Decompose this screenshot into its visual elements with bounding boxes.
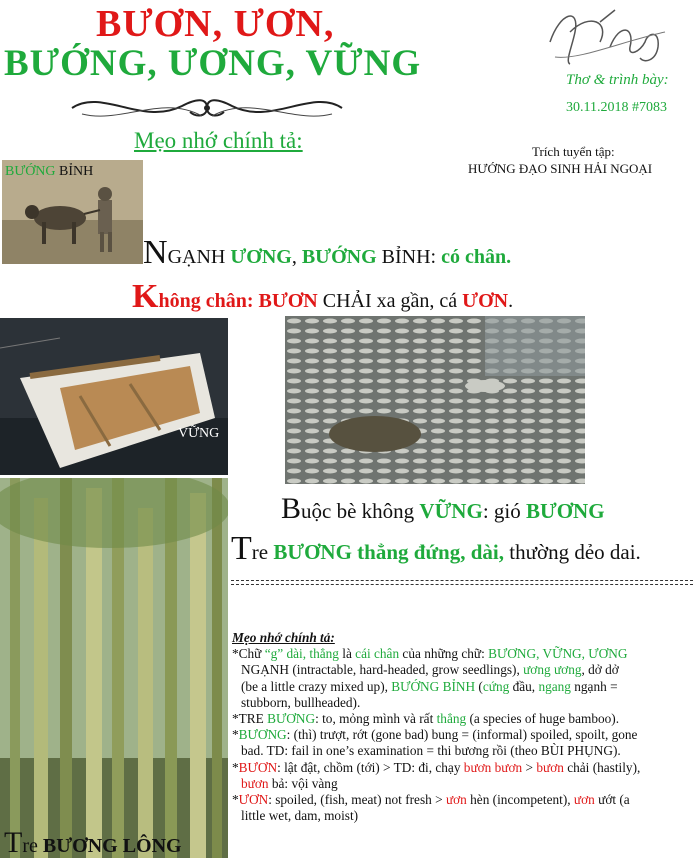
buong-binh-caption: BƯỚNG BỈNH xyxy=(5,164,94,179)
divider xyxy=(231,580,693,581)
divider-2 xyxy=(231,584,693,585)
dead-fish-photo xyxy=(285,316,585,484)
boat-caption: VỮNG xyxy=(178,426,220,441)
author-role: Thơ & trình bày: xyxy=(566,72,669,88)
note-3: *BƯƠNG: (thì) trượt, rớt (gone bad) bung = (informal) spoiled, spoilt, gone xyxy=(232,727,638,743)
note-1-cont-a: NGẠNH (intractable, hard-headed, grow seedlings), ương ương, dở dở xyxy=(241,662,619,678)
notes-heading: Mẹo nhớ chính tả: xyxy=(232,630,335,645)
note-1: *Chữ “g” dài, thẳng là cái chân của những chữ: BƯƠNG, VỮNG, ƯƠNG xyxy=(232,646,628,662)
note-3-cont: bad. TD: fail in one’s examination = thi bương rồi (theo BÙI PHỤNG). xyxy=(241,743,621,759)
poem-line-3: Buộc bè không VỮNG: gió BƯƠNG xyxy=(281,492,605,525)
note-1-cont-b: (be a little crazy mixed up), BƯỚNG BỈNH (cứng đầu, ngang ngạnh = xyxy=(241,678,618,694)
poem-line-1: NGẠNH ƯƠNG, BƯỚNG BỈNH: có chân. xyxy=(143,234,512,271)
source-label: Trích tuyển tập: xyxy=(532,144,615,159)
title-line-2: BƯỚNG, ƯƠNG, VỮNG xyxy=(4,43,422,84)
note-5: *ƯƠN: spoiled, (fish, meat) not fresh > ươn hèn (incompetent), ươn ướt (a xyxy=(232,792,630,808)
note-4: *BƯƠN: lật đật, chồm (tới) > TD: đi, chạy bươn bươn > bươn chải (hastily), xyxy=(232,759,641,775)
note-1-cont-c: stubborn, bullheaded). xyxy=(241,694,361,710)
source-name: HƯỚNG ĐẠO SINH HẢI NGOẠI xyxy=(468,161,653,176)
signature-logo xyxy=(540,2,670,70)
poem-line-2: Không chân: BƯƠN CHẢI xa gần, cá ƯƠN. xyxy=(132,278,514,315)
tips-notes xyxy=(232,630,694,824)
note-5-cont: little wet, dam, moist) xyxy=(241,808,359,824)
note-4-cont: bươn bả: vội vàng xyxy=(241,775,338,791)
buong-binh-photo xyxy=(2,160,143,264)
boat-photo xyxy=(0,318,228,475)
title-line-1: BƯƠN, ƯƠN, xyxy=(96,3,335,45)
flourish-divider xyxy=(62,86,352,128)
note-2: *TRE BƯƠNG: to, mỏng mình và rất thẳng (a species of huge bamboo). xyxy=(232,711,620,727)
poem-line-4: Tre BƯƠNG thẳng đứng, dài, thường dẻo dai. xyxy=(231,530,641,567)
author-date-id: 30.11.2018 #7083 xyxy=(566,100,667,115)
bamboo-photo xyxy=(0,478,228,858)
bamboo-caption: Tre BƯƠNG LÔNG xyxy=(4,826,182,859)
tips-heading: Mẹo nhớ chính tả: xyxy=(134,128,303,153)
